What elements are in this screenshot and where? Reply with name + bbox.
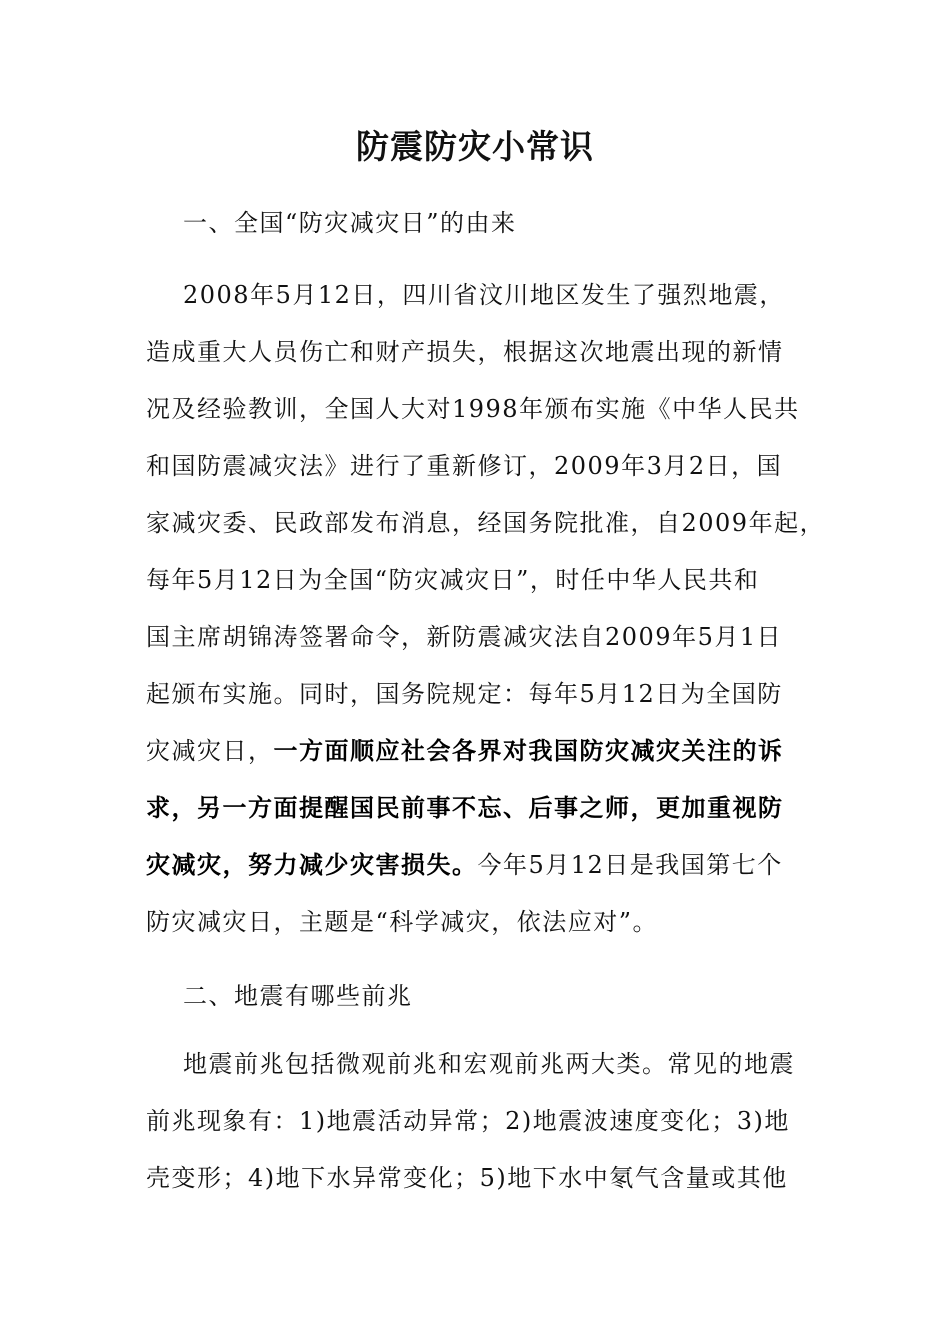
section-heading-2: 二、地震有哪些前兆 — [183, 982, 413, 1010]
paragraph-line: 防灾减灾日，主题是“科学减灾，依法应对”。 — [146, 908, 659, 936]
page-title: 防震防灾小常识 — [356, 127, 594, 166]
paragraph-line: 家减灾委、民政部发布消息，经国务院批准，自2009年起， — [146, 509, 826, 537]
text-run: 今年5月12日是我国第七个 — [477, 851, 783, 879]
paragraph-line: 况及经验教训，全国人大对1998年颁布实施《中华人民共 — [146, 395, 800, 423]
paragraph-line: 壳变形；4)地下水异常变化；5)地下水中氡气含量或其他 — [146, 1164, 788, 1192]
paragraph-line: 起颁布实施。同时，国务院规定：每年5月12日为全国防 — [146, 680, 783, 708]
text-run: 灾减灾日， — [146, 737, 274, 765]
paragraph-line: 前兆现象有：1)地震活动异常；2)地震波速度变化；3)地 — [146, 1107, 790, 1135]
paragraph-line: 每年5月12日为全国“防灾减灾日”，时任中华人民共和 — [146, 566, 760, 594]
paragraph-line: 和国防震减灾法》进行了重新修订，2009年3月2日，国 — [146, 452, 783, 480]
paragraph-line: 造成重大人员伤亡和财产损失，根据这次地震出现的新情 — [146, 338, 784, 366]
text-run-bold: 灾减灾，努力减少灾害损失。 — [146, 850, 478, 879]
paragraph-line: 求，另一方面提醒国民前事不忘、后事之师，更加重视防 — [146, 793, 784, 822]
text-run-bold: 一方面顺应社会各界对我国防灾减灾关注的诉 — [273, 736, 784, 765]
paragraph-line — [146, 845, 826, 885]
paragraph-line: 地震前兆包括微观前兆和宏观前兆两大类。常见的地震 — [183, 1050, 795, 1078]
paragraph-line — [146, 731, 826, 771]
section-heading-1: 一、全国“防灾减灾日”的由来 — [183, 209, 517, 237]
paragraph-line: 2008年5月12日，四川省汶川地区发生了强烈地震， — [183, 281, 785, 309]
paragraph-line: 国主席胡锦涛签署命令，新防震减灾法自2009年5月1日 — [146, 623, 783, 651]
